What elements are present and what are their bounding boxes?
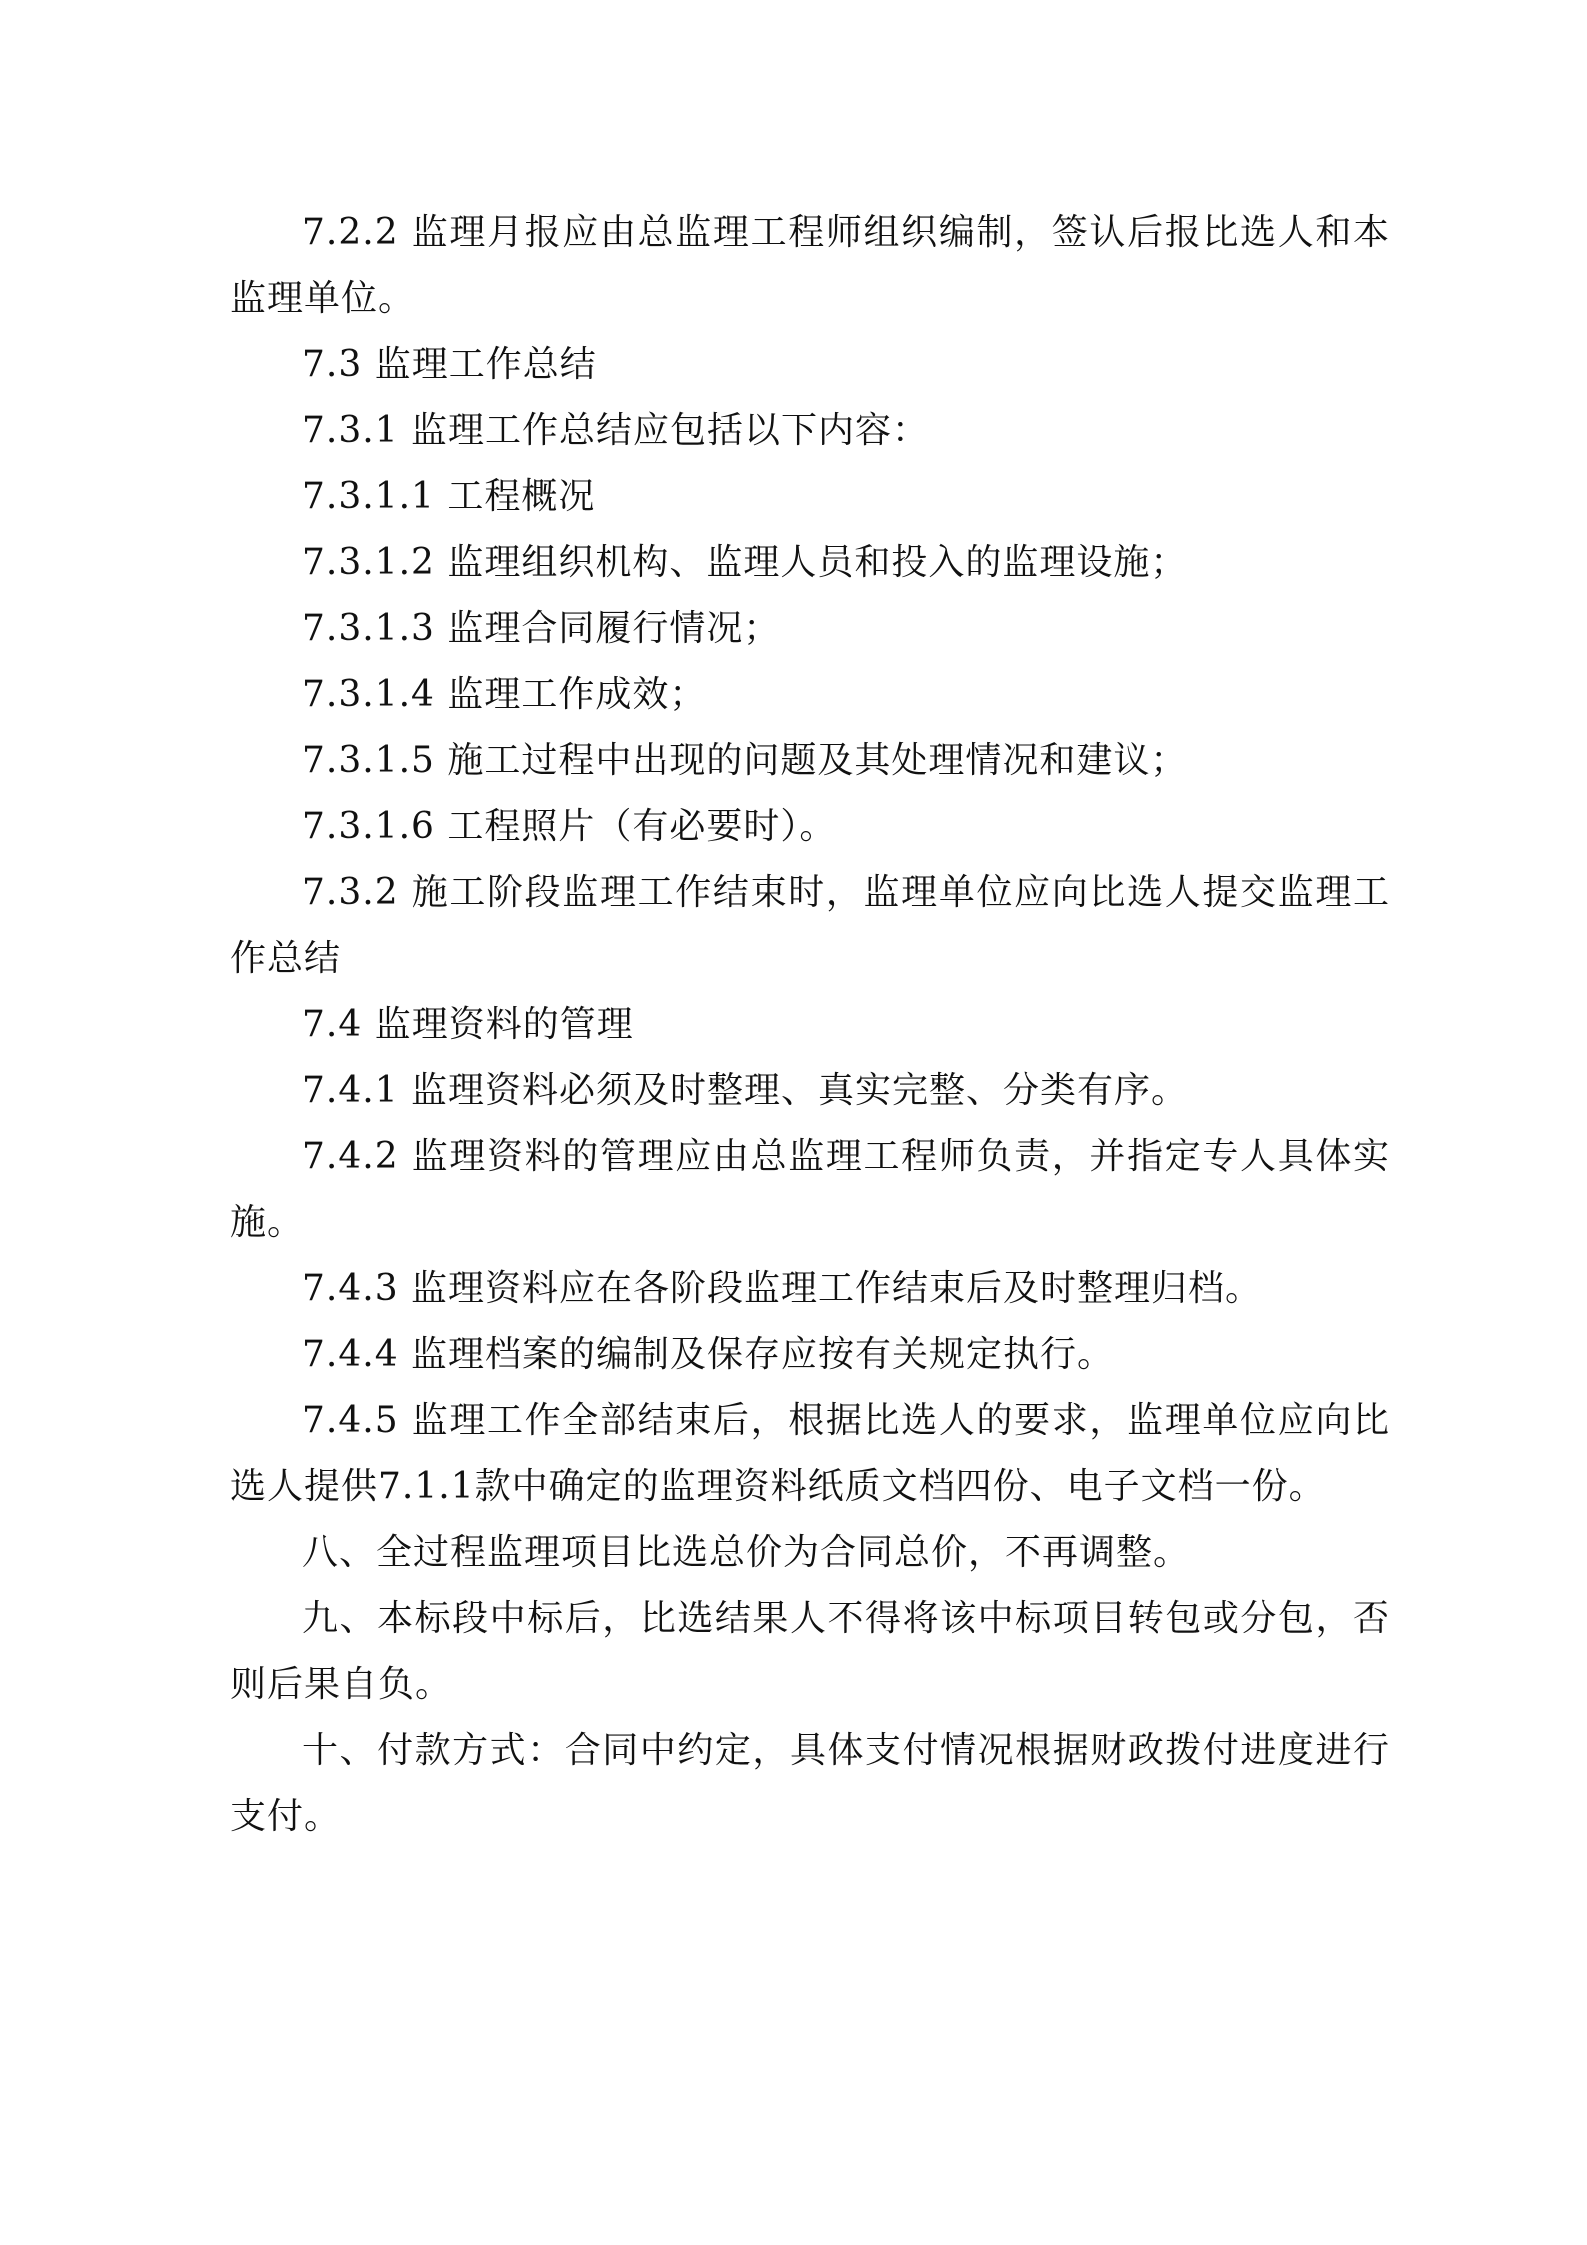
document-body: [230, 200, 1390, 1850]
paragraph-7-4-1: 7.4.1 监理资料必须及时整理、真实完整、分类有序。: [302, 1070, 1189, 1111]
paragraph-7-3-1-2: 7.3.1.2 监理组织机构、监理人员和投入的监理设施；: [302, 542, 1188, 583]
heading-7-3: 7.3 监理工作总结: [302, 344, 597, 385]
paragraph-7-3-1-1: 7.3.1.1 工程概况: [302, 476, 596, 517]
paragraph-section-8: 八、全过程监理项目比选总价为合同总价，不再调整。: [302, 1532, 1191, 1573]
paragraph-7-3-1-6: 7.3.1.6 工程照片（有必要时）。: [302, 806, 837, 847]
paragraph-7-3-2: 7.3.2 施工阶段监理工作结束时，监理单位应向比选人提交监理工作总结: [230, 872, 1390, 979]
paragraph-7-4-5: 7.4.5 监理工作全部结束后，根据比选人的要求，监理单位应向比选人提供7.1.1款中确定的监理资料纸质文档四份、电子文档一份。: [230, 1400, 1390, 1507]
paragraph-7-2-2: 7.2.2 监理月报应由总监理工程师组织编制，签认后报比选人和本监理单位。: [230, 212, 1390, 319]
paragraph-section-10: 十、付款方式：合同中约定，具体支付情况根据财政拨付进度进行支付。: [230, 1730, 1390, 1837]
paragraph-7-4-4: 7.4.4 监理档案的编制及保存应按有关规定执行。: [302, 1334, 1115, 1375]
paragraph-section-9: 九、本标段中标后，比选结果人不得将该中标项目转包或分包，否则后果自负。: [230, 1598, 1390, 1705]
paragraph-7-3-1-5: 7.3.1.5 施工过程中出现的问题及其处理情况和建议；: [302, 740, 1188, 781]
paragraph-7-4-3: 7.4.3 监理资料应在各阶段监理工作结束后及时整理归档。: [302, 1268, 1263, 1309]
paragraph-7-4-2: 7.4.2 监理资料的管理应由总监理工程师负责，并指定专人具体实施。: [230, 1136, 1390, 1243]
heading-7-4: 7.4 监理资料的管理: [302, 1004, 634, 1045]
paragraph-7-3-1-4: 7.3.1.4 监理工作成效；: [302, 674, 707, 715]
paragraph-7-3-1: 7.3.1 监理工作总结应包括以下内容：: [302, 410, 930, 451]
paragraph-7-3-1-3: 7.3.1.3 监理合同履行情况；: [302, 608, 781, 649]
